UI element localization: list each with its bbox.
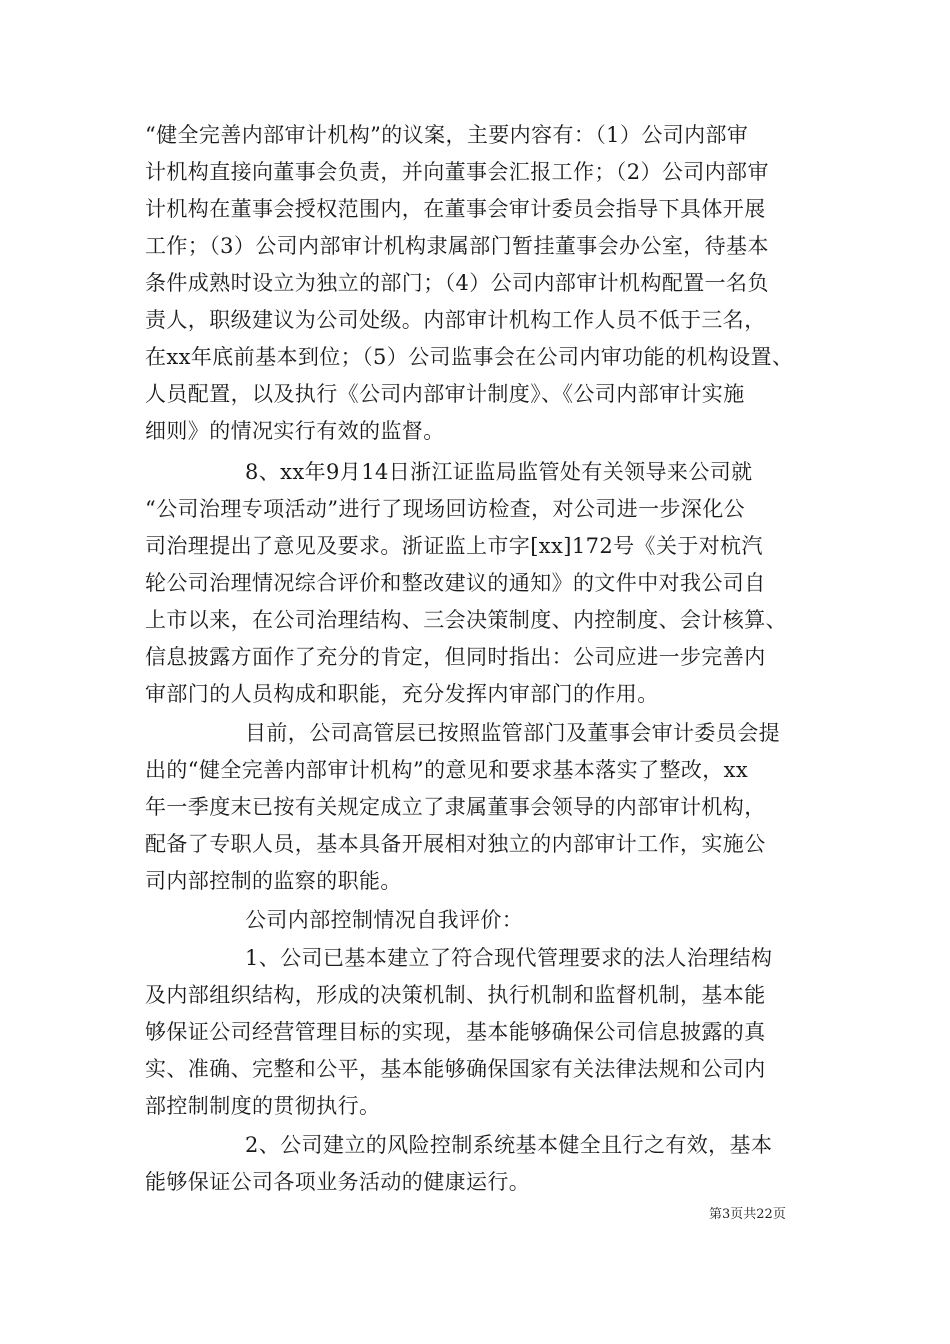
text-line: 够保证公司经营管理目标的实现，基本能够确保公司信息披露的真 [145,1020,766,1044]
text-line: 司内部控制的监察的职能。 [145,869,402,893]
text-line: 部控制制度的贯彻执行。 [145,1094,381,1118]
section-heading: 公司内部控制情况自我评价： [245,908,524,932]
text-line: 及内部组织结构，形成的决策机制、执行机制和监督机制，基本能 [145,983,766,1007]
page-number: 第3页共22页 [709,1207,786,1222]
paragraph-start-line: 8、xx年9月14日浙江证监局监管处有关领导来公司就 [245,460,753,484]
text-line: 计机构在董事会授权范围内，在董事会审计委员会指导下具体开展 [145,197,766,221]
text-line: 司治理提出了意见及要求。浙证监上市字[xx]172号《关于对杭汽 [145,534,763,558]
text-line: 人员配置，以及执行《公司内部审计制度》、《公司内部审计实施 [145,382,745,406]
text-line: 审部门的人员构成和职能，充分发挥内审部门的作用。 [145,682,659,706]
text-line: 细则》的情况实行有效的监督。 [145,419,445,443]
text-line: 工作；（3）公司内部审计机构隶属部门暂挂董事会办公室，待基本 [145,234,769,258]
text-line: 年一季度末已按有关规定成立了隶属董事会领导的内部审计机构， [145,795,766,819]
text-line: 计机构直接向董事会负责，并向董事会汇报工作；（2）公司内部审 [145,160,769,184]
text-line: 信息披露方面作了充分的肯定，但同时指出：公司应进一步完善内 [145,645,766,669]
paragraph-start-line: 目前，公司高管层已按照监管部门及董事会审计委员会提 [245,721,780,745]
paragraph-start-line: 1、公司已基本建立了符合现代管理要求的法人治理结构 [245,946,773,970]
text-line: 配备了专职人员，基本具备开展相对独立的内部审计工作，实施公 [145,832,766,856]
paragraph-start-line: 2、公司建立的风险控制系统基本健全且行之有效，基本 [245,1133,773,1157]
text-line: 责人，职级建议为公司处级。内部审计机构工作人员不低于三名， [145,308,766,332]
text-line: 在xx年底前基本到位；（5）公司监事会在公司内审功能的机构设置、 [145,345,794,369]
text-line: 轮公司治理情况综合评价和整改建议的通知》的文件中对我公司自 [145,571,766,595]
text-line: 出的“健全完善内部审计机构”的意见和要求基本落实了整改，xx [145,758,749,782]
text-line: 上市以来，在公司治理结构、三会决策制度、内控制度、会计核算、 [145,608,787,632]
text-line: 实、准确、完整和公平，基本能够确保国家有关法律法规和公司内 [145,1057,766,1081]
text-line: 条件成熟时设立为独立的部门；（4）公司内部审计机构配置一名负 [145,271,769,295]
text-line: 能够保证公司各项业务活动的健康运行。 [145,1170,531,1194]
text-line: “健全完善内部审计机构”的议案，主要内容有：（1）公司内部审 [145,123,749,147]
text-line: “公司治理专项活动”进行了现场回访检查，对公司进一步深化公 [145,497,746,521]
